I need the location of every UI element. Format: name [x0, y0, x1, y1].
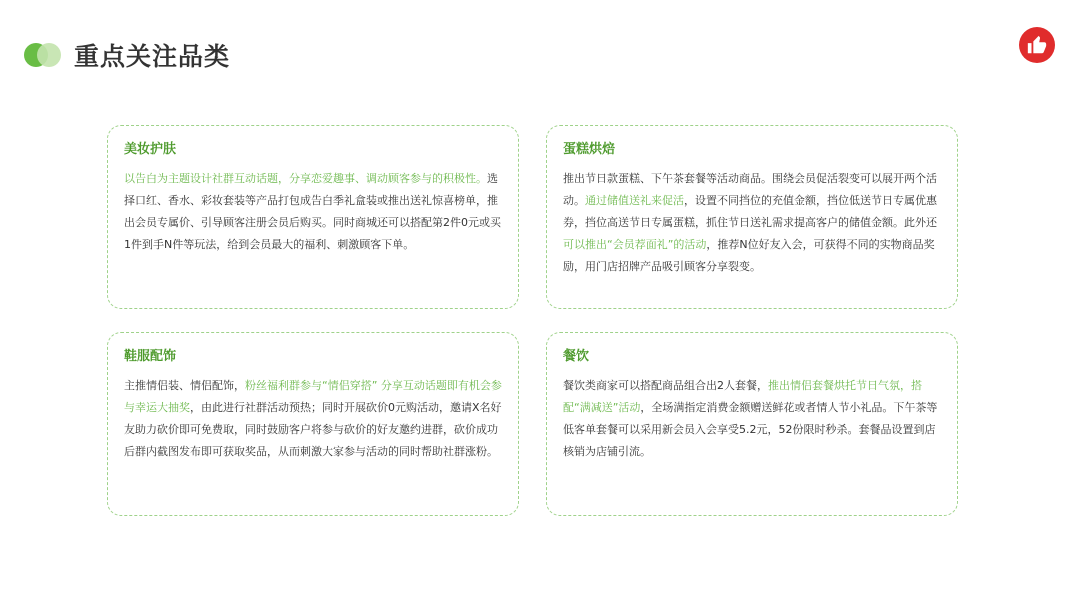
card-body: [124, 168, 502, 256]
card-text: 主推情侣装、情侣配饰，: [124, 379, 245, 392]
category-card-beauty: [107, 125, 519, 309]
category-card-bakery: [546, 125, 958, 309]
card-text-highlight: 粉丝福利群参与“情侣穿搭” 分享互动话题即有机会参与幸运大抽奖: [124, 379, 502, 414]
card-text-highlight: 可以推出“会员荐面礼”的活动: [563, 238, 707, 251]
card-text: ，由此进行社群活动预热；同时开展砍价0元购活动，邀请X名好友助力砍价即可免费取，同时鼓励客户将参与砍价的好友邀约进群，砍价成功后群内截图发布即可获取奖品，从而刺激大家参与活动的同时帮助社群涨粉。: [124, 401, 502, 458]
card-body: [124, 375, 502, 463]
card-text: ，设置不同挡位的充值金额，挡位低送节日专属优惠券，挡位高送节日专属蛋糕，抓住节日送礼需求提高客户的储值金额。此外还: [563, 194, 937, 229]
card-title: 鞋服配饰: [124, 349, 177, 364]
card-title: 美妆护肤: [124, 142, 177, 157]
title-dots-icon: [24, 42, 64, 68]
card-text: 选择口红、香水、彩妆套装等产品打包成告白季礼盒装或推出送礼惊喜榜单，推出会员专属价、引导顾客注册会员后购买。同时商城还可以搭配第2件0元或买1件到手N件等玩法，给到会员最大的福利、刺激顾客下单。: [124, 172, 501, 251]
card-text-highlight: 推出情侣套餐烘托节日气氛，搭配“满减送”活动: [563, 379, 922, 414]
card-text-highlight: 通过储值送礼来促活: [585, 194, 684, 207]
card-text: 餐饮类商家可以搭配商品组合出2人套餐，: [563, 379, 768, 392]
card-body: [563, 168, 941, 278]
page-title: 重点关注品类: [74, 42, 231, 71]
page-header: [24, 36, 230, 74]
card-text: 推出节日款蛋糕、下午茶套餐等活动商品。围绕会员促活裂变可以展开两个活动。: [563, 172, 937, 207]
card-text: ，推荐N位好友入会，可获得不同的实物商品奖励，用门店招牌产品吸引顾客分享裂变。: [563, 238, 935, 273]
category-card-apparel: [107, 332, 519, 516]
card-title: 蛋糕烘焙: [563, 142, 616, 157]
thumbs-up-badge: [1019, 27, 1055, 63]
card-text-highlight: 以告白为主题设计社群互动话题，分享恋爱趣事、调动顾客参与的积极性。: [124, 172, 487, 185]
card-text: ，全场满指定消费金额赠送鲜花或者情人节小礼品。下午茶等低客单套餐可以采用新会员入会享受5.2元，52份限时秒杀。套餐品设置到店核销为店铺引流。: [563, 401, 938, 458]
card-title: 餐饮: [563, 349, 590, 364]
thumbs-up-icon: [1026, 34, 1048, 56]
category-card-catering: [546, 332, 958, 516]
card-body: [563, 375, 941, 463]
light-green-dot: [37, 43, 61, 67]
